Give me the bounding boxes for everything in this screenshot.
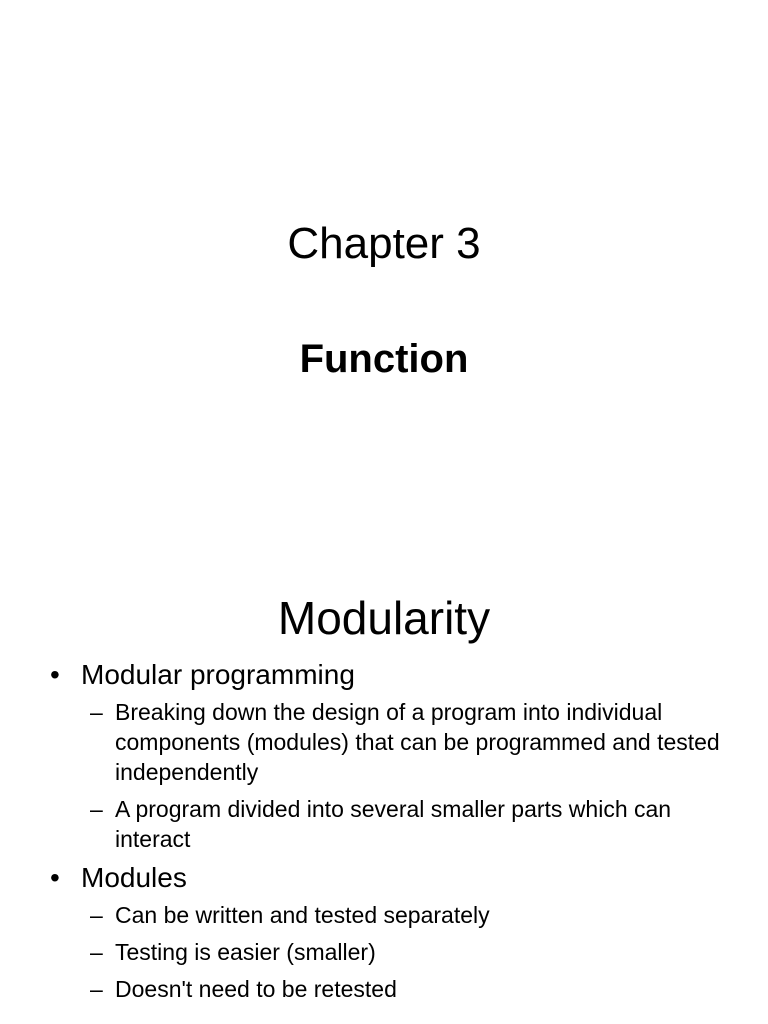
bullet-item [48, 861, 738, 1004]
sub-bullet-item [81, 937, 725, 967]
sub-bullet-text: A program divided into several smaller parts which can interact [115, 796, 672, 852]
dash-icon: – [90, 699, 103, 725]
sub-bullet-text: Testing is easier (smaller) [115, 939, 376, 965]
sub-bullet-list [81, 900, 738, 1004]
dash-icon: – [90, 796, 103, 822]
bullet-dot-icon: • [50, 862, 60, 893]
bullet-list [48, 658, 738, 1011]
sub-bullet-item [81, 900, 725, 930]
dash-icon: – [90, 939, 103, 965]
sub-bullet-text: Can be written and tested separately [115, 902, 490, 928]
bullet-text: Modules [81, 862, 187, 893]
dash-icon: – [90, 976, 103, 1002]
sub-bullet-text: Doesn't need to be retested [115, 976, 397, 1002]
content-slide [0, 576, 768, 1024]
sub-bullet-list [81, 697, 738, 854]
sub-bullet-text: Breaking down the design of a program into individual components (modules) that can be programmed and tested independently [115, 699, 720, 785]
sub-bullet-item [81, 697, 725, 787]
bullet-dot-icon: • [50, 659, 60, 690]
chapter-title: Chapter 3 [287, 219, 481, 268]
chapter-subtitle: Function [299, 337, 469, 381]
sub-bullet-item [81, 794, 725, 854]
bullet-text: Modular programming [81, 659, 355, 690]
dash-icon: – [90, 902, 103, 928]
bullet-item [48, 658, 738, 854]
slide-title: Modularity [277, 592, 491, 644]
sub-bullet-item [81, 974, 725, 1004]
